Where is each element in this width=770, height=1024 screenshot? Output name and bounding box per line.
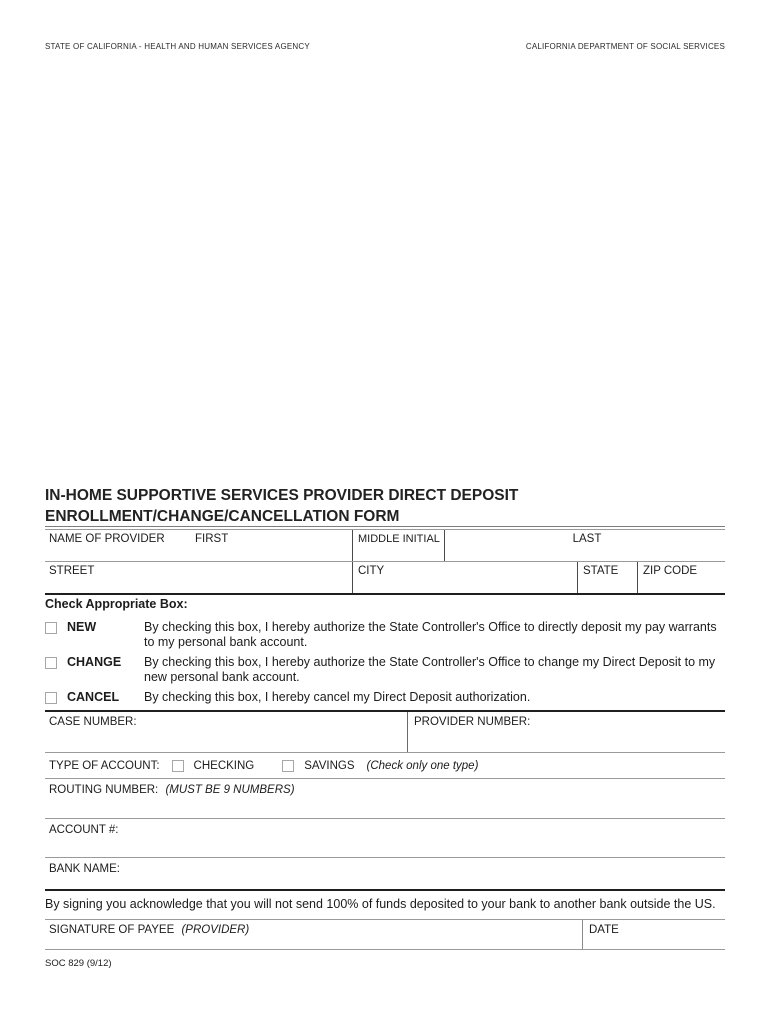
checking-label: CHECKING [193,759,255,772]
state-field[interactable] [577,562,637,593]
case-provider-row [45,712,725,753]
document-header [45,42,725,51]
last-name-label: LAST [572,533,602,545]
type-of-account-label: TYPE OF ACCOUNT: [49,759,160,772]
signature-of-payee-label: SIGNATURE OF PAYEE [49,924,175,936]
street-field[interactable] [45,562,352,593]
name-row [45,530,725,561]
agency-name-left: STATE OF CALIFORNIA - HEALTH AND HUMAN SERVICES AGENCY [45,42,310,51]
provider-number-field[interactable] [407,712,725,752]
account-details-table [45,710,725,891]
new-option-row [45,620,725,650]
cancel-option-row [45,690,725,705]
change-option-row [45,655,725,685]
routing-number-note: (MUST BE 9 NUMBERS) [165,784,295,796]
page-title-line1: IN-HOME SUPPORTIVE SERVICES PROVIDER DIRECT DEPOSIT [45,487,519,504]
street-label: STREET [49,565,95,577]
city-label: CITY [358,565,385,577]
change-checkbox[interactable] [45,657,57,669]
name-of-provider-label: NAME OF PROVIDER [49,533,165,545]
new-label: NEW [67,620,97,634]
cancel-label: CANCEL [67,690,120,704]
cancel-checkbox[interactable] [45,692,57,704]
signature-field[interactable] [45,920,582,949]
form-number: SOC 829 (9/12) [45,958,112,969]
signature-table [45,919,725,950]
agency-name-right: CALIFORNIA DEPARTMENT OF SOCIAL SERVICES [525,42,725,51]
city-field[interactable] [352,562,577,593]
account-number-field[interactable] [45,819,725,858]
check-appropriate-box-section [45,597,725,710]
cancel-description: By checking this box, I hereby cancel my Direct Deposit authorization. [144,690,531,704]
routing-number-label: ROUTING NUMBER: [49,784,159,796]
acknowledgment-text: By signing you acknowledge that you will not send 100% of funds deposited to your bank to another bank outside the US. [45,897,716,911]
change-description: By checking this box, I hereby authorize the State Controller's Office to change my Direct Deposit to my new personal bank account. [144,655,716,684]
zip-code-label: ZIP CODE [643,565,698,577]
page-title [45,485,518,527]
type-of-account-row [45,753,725,779]
zip-code-field[interactable] [637,562,725,593]
date-field[interactable] [582,920,725,949]
provider-number-label: PROVIDER NUMBER: [414,716,531,728]
address-row [45,561,725,593]
savings-label: SAVINGS [304,759,355,772]
change-label: CHANGE [67,655,122,669]
first-name-label: FIRST [195,533,229,545]
routing-number-field[interactable] [45,779,725,819]
savings-checkbox[interactable] [282,760,294,772]
date-label: DATE [589,924,619,936]
checking-checkbox[interactable] [172,760,184,772]
bank-name-field[interactable] [45,858,725,889]
last-name-field[interactable] [445,530,725,561]
new-description: By checking this box, I hereby authorize the State Controller's Office to directly deposit my pay warrants to my personal bank account. [144,620,717,649]
case-number-field[interactable] [45,712,407,752]
name-address-table [45,526,725,595]
provider-note: (PROVIDER) [181,924,250,936]
bank-name-label: BANK NAME: [49,863,120,875]
type-of-account-note: (Check only one type) [366,759,479,772]
page-title-line2: ENROLLMENT/CHANGE/CANCELLATION FORM [45,508,400,525]
account-number-label: ACCOUNT #: [49,824,119,836]
middle-initial-label: MIDDLE INITIAL [358,533,440,545]
check-section-heading: Check Appropriate Box: [45,597,188,611]
state-label: STATE [583,565,619,577]
new-checkbox[interactable] [45,622,57,634]
provider-first-name-field[interactable] [45,530,352,561]
case-number-label: CASE NUMBER: [49,716,137,728]
middle-initial-field[interactable] [352,530,445,561]
